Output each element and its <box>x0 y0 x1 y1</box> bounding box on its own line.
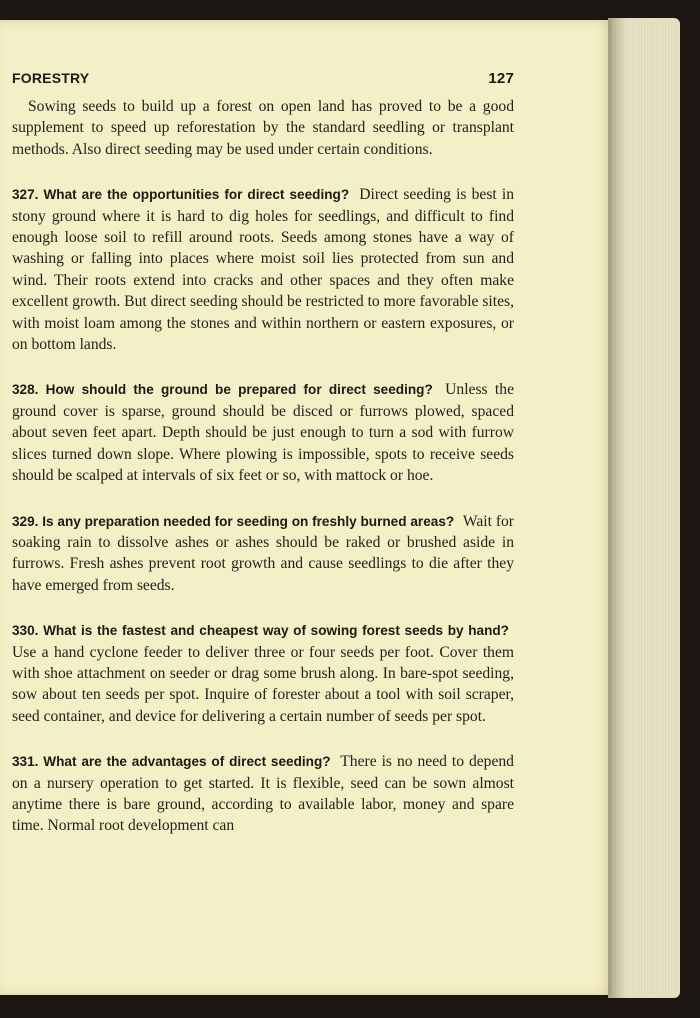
question-heading: 328. How should the ground be prepared for direct seeding? <box>12 382 433 398</box>
answer-text: Unless the ground cover is sparse, ground should be disced or furrows plowed, spaced about seven feet apart. Depth should be just enough to turn a sod with furrow slices turned down slope. Where plowing is impossible, spots to receive seeds should be scalped at intervals of six feet or so, with mattock or hoe. <box>12 381 514 485</box>
section-title: FORESTRY <box>12 70 90 86</box>
qa-paragraph-329 <box>12 511 514 597</box>
answer-text: There is no need to depend on a nursery operation to get started. It is flexible, seed can be sown almost anytime there is bare ground, according to available labor, money and spare time. Normal root development can <box>12 753 514 835</box>
page-gutter-shadow <box>608 18 626 998</box>
page-body <box>12 96 514 861</box>
question-heading: 331. What are the advantages of direct seeding? <box>12 754 331 770</box>
answer-text: Direct seeding is best in stony ground where it is hard to dig holes for seedlings, and difficult to find enough loose soil to refill around roots. Seeds among stones have a way of washing or falling into places where moist soil lies protected from sun and wind. Their roots extend into cracks and other spaces and they often make excellent growth. But direct seeding should be restricted to more favorable sites, with moist loam among the stones and within northern or eastern exposures, or on bottom lands. <box>12 186 514 354</box>
question-heading: 330. What is the fastest and cheapest way of sowing forest seeds by hand? <box>12 623 509 639</box>
qa-paragraph-328 <box>12 379 514 486</box>
question-heading: 329. Is any preparation needed for seeding on freshly burned areas? <box>12 513 455 529</box>
running-header <box>12 70 514 87</box>
answer-text: Wait for soaking rain to dissolve ashes or ashes should be raked or brushed aside in furrows. Fresh ashes prevent root growth and cause seedlings to die after they have emerged from seeds. <box>12 512 515 594</box>
intro-paragraph: Sowing seeds to build up a forest on open land has proved to be a good supplement to speed up reforestation by the standard seedling or transplant methods. Also direct seeding may be used under certain conditions. <box>12 98 514 158</box>
qa-paragraph-327 <box>12 184 514 355</box>
qa-paragraph-330 <box>12 620 514 727</box>
page-number: 127 <box>488 70 514 87</box>
question-heading: 327. What are the opportunities for direct seeding? <box>12 187 350 203</box>
answer-text: Use a hand cyclone feeder to deliver three or four seeds per foot. Cover them with shoe attachment on seeder or drag some brush along. In bare-spot seeding, sow about ten seeds per spot. Inquire of forester about a tool with soil scraper, seed container, and device for delivering a certain number of seeds per spot. <box>12 643 514 725</box>
qa-paragraph-331 <box>12 751 514 837</box>
